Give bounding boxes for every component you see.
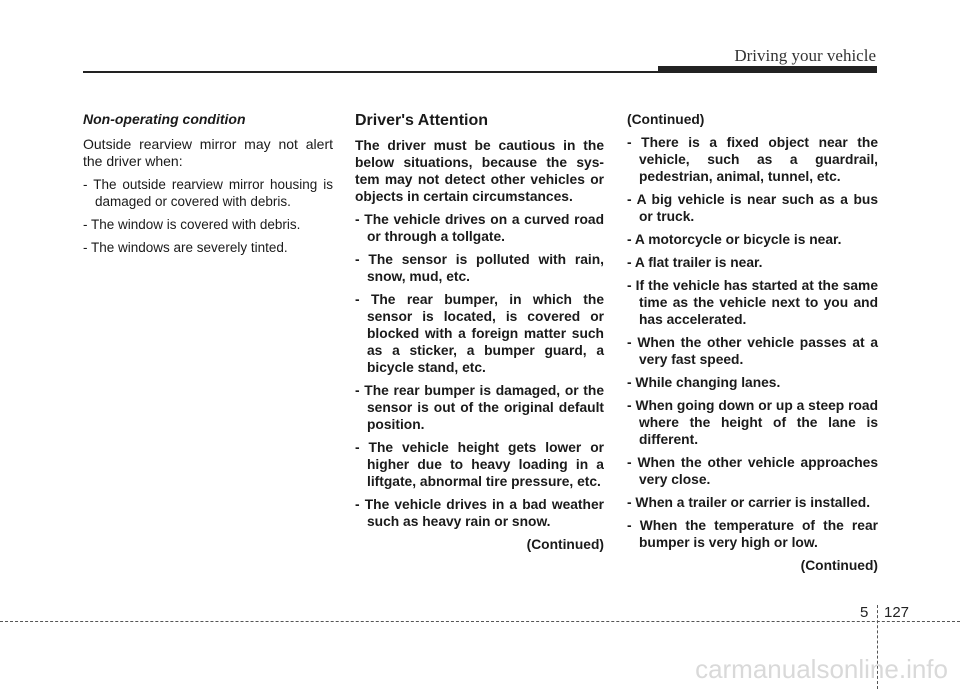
list-item: - The vehicle drives in a bad weather such as heavy rain or snow. (355, 497, 604, 529)
list-item: - A motorcycle or bicycle is near. (627, 232, 842, 247)
list-item: - A flat trailer is near. (627, 255, 763, 270)
list-item: - When a trailer or carrier is installed. (627, 495, 871, 510)
situation-list-continued (627, 134, 878, 551)
column-left (83, 111, 333, 262)
list-item: - The vehicle height gets lower or higher due to heavy loading in a liftgate, abnormal tire pressure, etc. (355, 440, 604, 489)
list-item: - The window is covered with debris. (83, 217, 301, 232)
column-middle (355, 111, 604, 553)
list-item: - The outside rearview mirror housing is damaged or covered with debris. (83, 177, 333, 209)
list-item: - When the other vehicle approaches very close. (627, 455, 878, 487)
continued-label: (Continued) (627, 112, 705, 127)
continued-label: (Continued) (800, 558, 878, 573)
section-title: Driving your vehicle (734, 46, 876, 65)
list-item: - The rear bumper is damaged, or the sensor is out of the original default position. (355, 383, 604, 432)
list-item: - While changing lanes. (627, 375, 781, 390)
list-item: - When going down or up a steep road where the height of the lane is different. (627, 398, 878, 447)
section-heading: Driver's Attention (355, 112, 489, 129)
chapter-number: 5 (860, 604, 869, 621)
header-rule-bold (658, 66, 877, 73)
condition-list (83, 176, 333, 256)
header-rule (83, 71, 658, 73)
list-item: - If the vehicle has started at the same time as the vehicle next to you and has accelerated. (627, 278, 878, 327)
footer-rule (0, 621, 960, 622)
list-item: - The rear bumper, in which the sensor is located, is covered or blocked with a foreign matter such as a sticker, a bumper guard, a bicycle stand, etc. (355, 292, 604, 375)
continued-label: (Continued) (526, 537, 604, 552)
watermark: carmanualsonline.info (695, 654, 948, 684)
subheading: Non-operating condition (83, 111, 246, 127)
page-number: 127 (884, 604, 910, 621)
list-item: - When the temperature of the rear bumper is very high or low. (627, 518, 878, 550)
list-item: - There is a fixed object near the vehicle, such as a guardrail, pedestrian, animal, tunnel, etc. (627, 135, 878, 184)
list-item: - The windows are severely tinted. (83, 240, 288, 255)
situation-list (355, 211, 604, 530)
list-item: - The vehicle drives on a curved road or through a tollgate. (355, 212, 604, 244)
list-item: - The sensor is polluted with rain, snow, mud, etc. (355, 252, 604, 284)
list-item: - When the other vehicle passes at a very fast speed. (627, 335, 878, 367)
column-right (627, 111, 878, 574)
intro-paragraph: The driver must be cautious in the below situations, because the sys-tem may not detect other vehicles or objects in certain circumstances. (355, 138, 604, 204)
intro-paragraph: Outside rearview mirror may not alert the driver when: (83, 136, 333, 169)
list-item: - A big vehicle is near such as a bus or truck. (627, 192, 878, 224)
